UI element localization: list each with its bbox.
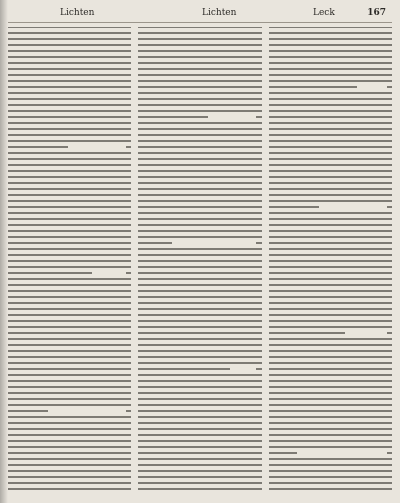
paragraph-break [68, 144, 126, 150]
text-columns [8, 26, 392, 493]
illegible-text-lines [8, 26, 131, 493]
text-column-2 [138, 26, 261, 493]
paragraph-break [357, 82, 387, 88]
guide-word-middle: Lichten [202, 8, 237, 18]
paragraph-break [48, 408, 126, 414]
paragraph-break [230, 364, 256, 370]
page-header [8, 6, 392, 20]
paragraph-break [297, 448, 387, 454]
illegible-text-lines [138, 26, 261, 493]
illegible-text-lines [269, 26, 392, 493]
guide-word-left: Lichten [60, 8, 95, 18]
paragraph-break [319, 202, 387, 208]
paragraph-break [92, 270, 126, 276]
guide-word-right: Leck [313, 8, 335, 18]
text-column-1 [8, 26, 131, 493]
paragraph-break [208, 112, 256, 118]
page-number: 167 [367, 8, 386, 18]
paragraph-break [345, 328, 387, 334]
header-rule [8, 22, 392, 23]
text-column-3 [269, 26, 392, 493]
paragraph-break [172, 238, 256, 244]
